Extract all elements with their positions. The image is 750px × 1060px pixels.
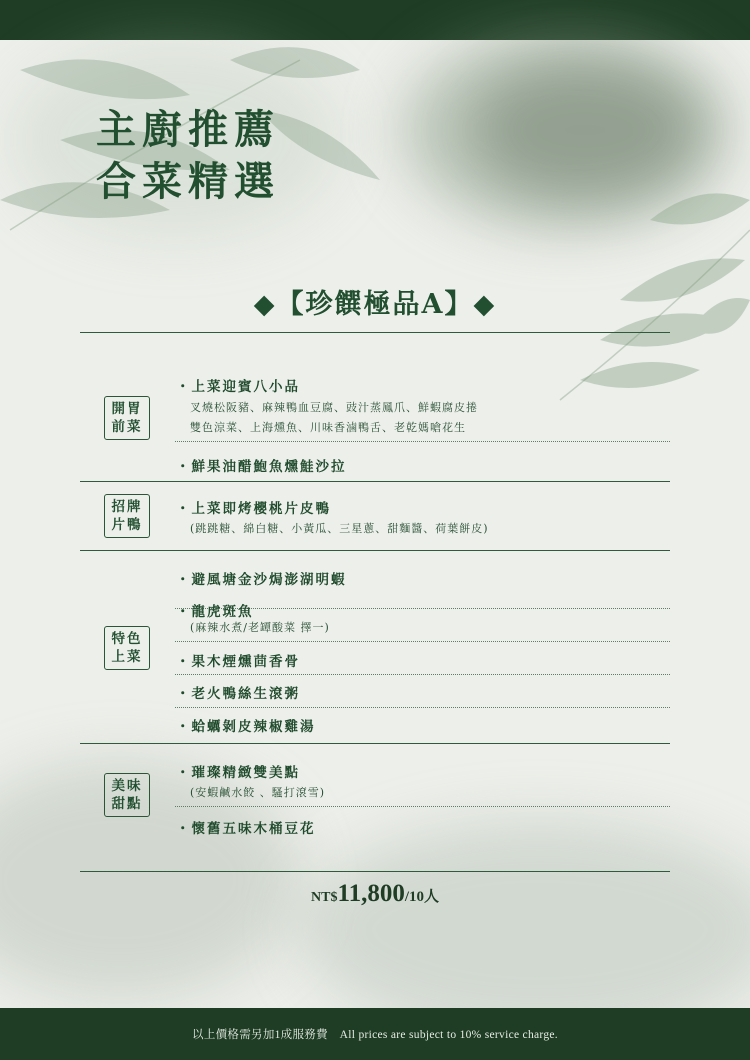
menu-item-detail: 叉燒松阪豬、麻辣鴨血豆腐、豉汁蒸鳳爪、鮮蝦腐皮捲 bbox=[190, 401, 478, 414]
price-currency: NT$ bbox=[311, 890, 338, 905]
category-dessert bbox=[104, 773, 150, 817]
menu-item: ・上菜迎賓八小品 bbox=[176, 379, 300, 395]
menu-item: ・避風塘金沙焗澎湖明蝦 bbox=[176, 572, 347, 588]
category-label: 片鴨 bbox=[111, 517, 143, 533]
menu-item: ・龍虎斑魚 bbox=[176, 604, 254, 620]
price-per-people: /10人 bbox=[404, 889, 439, 905]
category-duck bbox=[104, 494, 150, 538]
menu-item-detail: (跳跳糖、綿白糖、小黃瓜、三星蔥、甜麵醬、荷葉餅皮) bbox=[190, 522, 489, 535]
category-label: 前菜 bbox=[111, 419, 143, 435]
menu-item: ・璀璨精緻雙美點 bbox=[176, 765, 300, 781]
category-label: 美味 bbox=[111, 778, 143, 794]
category-label: 特色 bbox=[111, 631, 143, 647]
dotted-divider bbox=[175, 641, 670, 642]
dotted-divider bbox=[175, 674, 670, 675]
category-appetizer bbox=[104, 396, 150, 440]
category-label: 開胃 bbox=[111, 401, 143, 417]
menu-item: ・蛤蠣剝皮辣椒雞湯 bbox=[176, 719, 316, 735]
menu-item: ・懷舊五味木桶豆花 bbox=[176, 821, 316, 837]
menu-item: ・果木煙燻茴香骨 bbox=[176, 654, 300, 670]
menu-item-detail: (麻辣水煮/老罈酸菜 擇一) bbox=[190, 621, 330, 634]
title-line-1: 主廚推薦 bbox=[96, 106, 280, 153]
price-amount: 11,800 bbox=[337, 880, 405, 907]
footer-bar bbox=[0, 1008, 750, 1060]
category-label: 甜點 bbox=[111, 796, 143, 812]
dotted-divider bbox=[175, 441, 670, 442]
menu-item: ・上菜即烤櫻桃片皮鴨 bbox=[176, 501, 331, 517]
menu-item-detail: 雙色涼菜、上海燻魚、川味香滷鴨舌、老乾媽嗆花生 bbox=[190, 421, 466, 434]
menu-item-detail: (安蝦鹹水餃 、騷打滾雪) bbox=[190, 786, 326, 799]
title-line-2: 合菜精選 bbox=[96, 158, 280, 205]
dotted-divider bbox=[175, 707, 670, 708]
divider bbox=[80, 332, 670, 333]
set-menu-title: ◆【珍饌極品A】◆ bbox=[253, 289, 497, 320]
menu-item: ・鮮果油醋鮑魚燻鮭沙拉 bbox=[176, 459, 347, 475]
price bbox=[0, 880, 750, 908]
divider bbox=[80, 743, 670, 744]
top-bar bbox=[0, 0, 750, 40]
menu-item: ・老火鴨絲生滾粥 bbox=[176, 686, 300, 702]
page-title bbox=[96, 104, 280, 208]
category-label: 招牌 bbox=[111, 499, 143, 515]
watercolor-wash bbox=[300, 820, 750, 1040]
divider bbox=[80, 550, 670, 551]
divider bbox=[80, 481, 670, 482]
service-charge-note: 以上價格需另加1成服務費 All prices are subject to 10% service charge. bbox=[192, 1029, 558, 1041]
watercolor-wash bbox=[470, 60, 700, 200]
category-special bbox=[104, 626, 150, 670]
category-label: 上菜 bbox=[111, 649, 143, 665]
dotted-divider bbox=[175, 806, 670, 807]
divider bbox=[80, 871, 670, 872]
